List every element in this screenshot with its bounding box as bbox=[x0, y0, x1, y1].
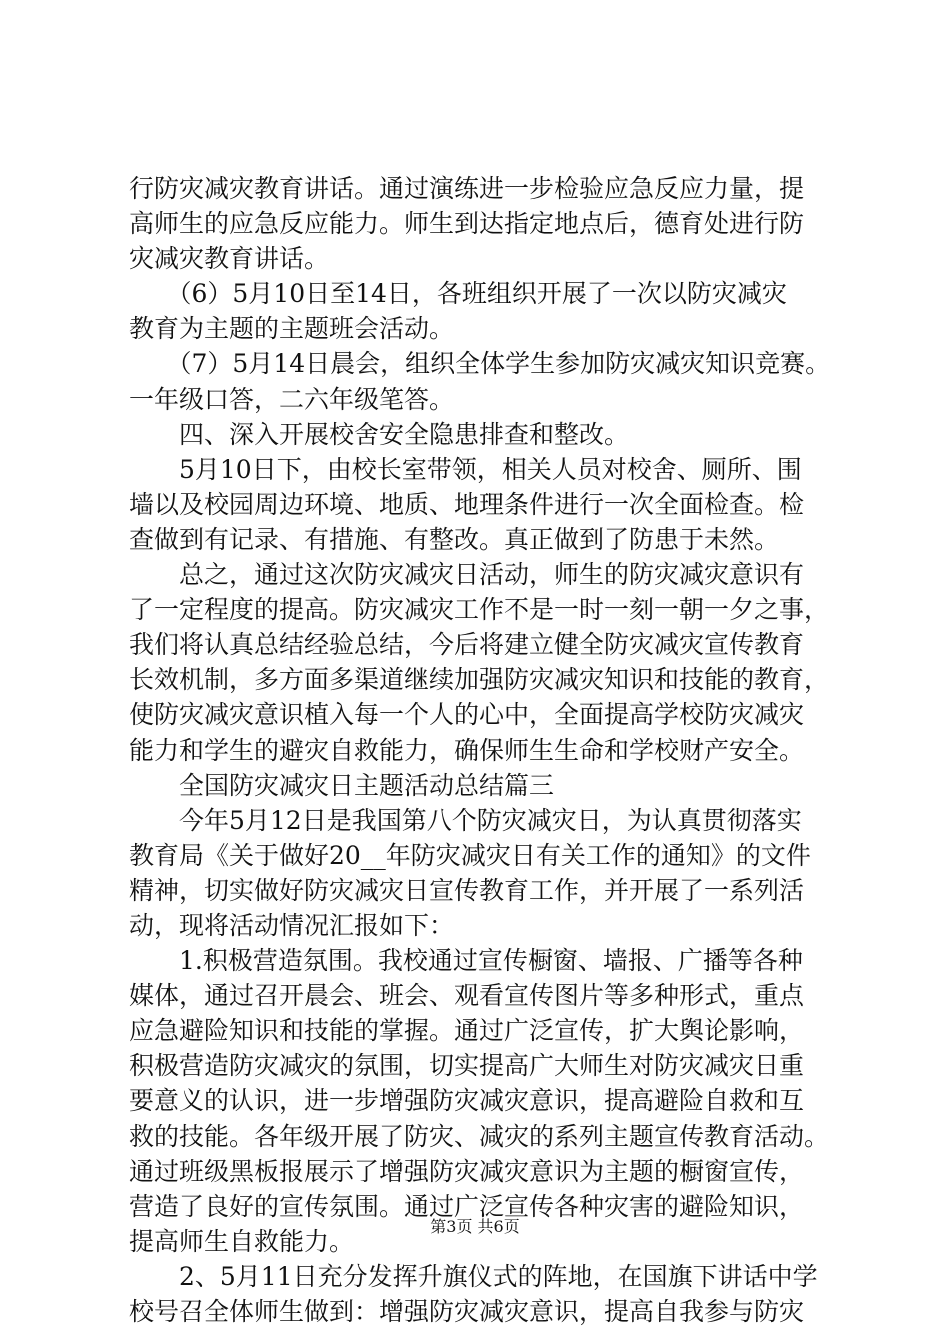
text-line: 墙以及校园周边环境、地质、地理条件进行一次全面检查。检 bbox=[129, 489, 805, 519]
text-line: 一年级口答，二六年级笔答。 bbox=[129, 384, 455, 414]
text-line: 动，现将活动情况汇报如下： bbox=[129, 910, 455, 940]
text-line: 营造了良好的宣传氛围。通过广泛宣传各种灾害的避险知识， bbox=[129, 1191, 805, 1221]
text-line: 教育局《关于做好20__年防灾减灾日有关工作的通知》的文件 bbox=[129, 840, 811, 870]
text-line: 积极营造防灾减灾的氛围，切实提高广大师生对防灾减灾日重 bbox=[129, 1051, 805, 1081]
text-line: 精神，切实做好防灾减灾日宣传教育工作，并开展了一系列活 bbox=[129, 875, 805, 905]
text-line: 救的技能。各年级开展了防灾、减灾的系列主题宣传教育活动。 bbox=[129, 1121, 830, 1151]
text-line: 校号召全体师生做到：增强防灾减灾意识，提高自我参与防灾 bbox=[129, 1297, 805, 1326]
text-line: 教育为主题的主题班会活动。 bbox=[129, 314, 455, 344]
text-line: 高师生的应急反应能力。师生到达指定地点后，德育处进行防 bbox=[129, 209, 805, 239]
text-line: 总之，通过这次防灾减灾日活动，师生的防灾减灾意识有 bbox=[129, 560, 805, 590]
text-line: 1.积极营造氛围。我校通过宣传橱窗、墙报、广播等各种 bbox=[129, 946, 803, 976]
text-line: 长效机制，多方面多渠道继续加强防灾减灾知识和技能的教育， bbox=[129, 665, 830, 695]
document-body bbox=[129, 171, 845, 1329]
text-line: 了一定程度的提高。防灾减灾工作不是一时一刻一朝一夕之事， bbox=[129, 595, 830, 625]
text-line: 2、5月11日充分发挥升旗仪式的阵地，在国旗下讲话中学 bbox=[129, 1261, 818, 1291]
text-line: 查做到有记录、有措施、有整改。真正做到了防患于未然。 bbox=[129, 524, 780, 554]
text-line: 提高师生自救能力。 bbox=[129, 1226, 355, 1256]
text-line: 要意义的认识，进一步增强防灾减灾意识，提高避险自救和互 bbox=[129, 1086, 805, 1116]
text-line: 全国防灾减灾日主题活动总结篇三 bbox=[129, 770, 555, 800]
text-line: 灾减灾教育讲话。 bbox=[129, 244, 330, 274]
text-line: 我们将认真总结经验总结，今后将建立健全防灾减灾宣传教育 bbox=[129, 630, 805, 660]
text-line: 5月10日下，由校长室带领，相关人员对校舍、厕所、围 bbox=[129, 454, 802, 484]
page-footer: 第3页 共6页 bbox=[430, 1217, 520, 1236]
text-line: 四、深入开展校舍安全隐患排查和整改。 bbox=[129, 419, 630, 449]
text-line: 今年5月12日是我国第八个防灾减灾日，为认真贯彻落实 bbox=[129, 805, 802, 835]
text-line: 媒体，通过召开晨会、班会、观看宣传图片等多种形式，重点 bbox=[129, 981, 805, 1011]
text-line: （6）5月10日至14日，各班组织开展了一次以防灾减灾 bbox=[129, 279, 787, 309]
text-line: 能力和学生的避灾自救能力，确保师生生命和学校财产安全。 bbox=[129, 735, 805, 765]
text-line: 使防灾减灾意识植入每一个人的心中，全面提高学校防灾减灾 bbox=[129, 700, 805, 730]
text-line: 通过班级黑板报展示了增强防灾减灾意识为主题的橱窗宣传， bbox=[129, 1156, 805, 1186]
text-line: 行防灾减灾教育讲话。通过演练进一步检验应急反应力量，提 bbox=[129, 174, 805, 203]
text-line: （7）5月14日晨会，组织全体学生参加防灾减灾知识竞赛。 bbox=[129, 349, 831, 379]
text-line: 应急避险知识和技能的掌握。通过广泛宣传，扩大舆论影响， bbox=[129, 1016, 805, 1046]
